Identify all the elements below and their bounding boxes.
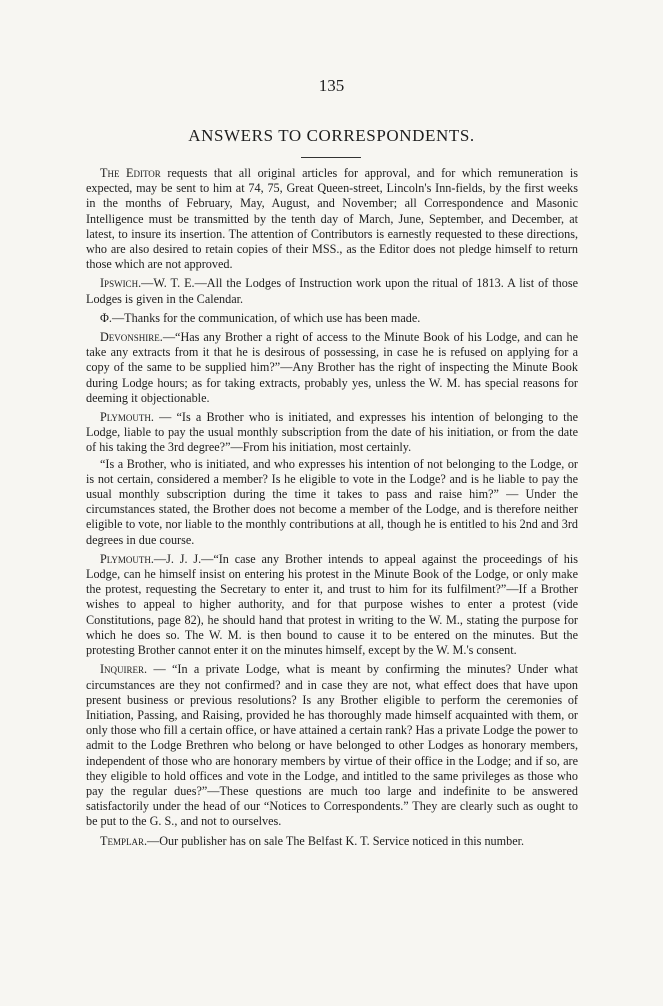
paragraph-inquirer: [86, 662, 578, 829]
paragraph-text: — “Is a Brother who is initiated, and expresses his intention of belonging to the Lodge, liable to pay the usual monthly subscription from the date of his initiation, or from the date of his taking the 3rd degree?”—From his initiation, most certainly.: [86, 410, 578, 455]
paragraph-text: — “In a private Lodge, what is meant by confirming the minutes? Under what circumstances are they not confirmed? and in case they are not, what effect does that have upon present business or previous resolutions? Is any Brother eligible to perform the ceremonies of Initiation, Passing, and Raising, provided he has thoroughly made himself acquainted with them, or only those who fill a certain office, or have attained a certain rank? Has a private Lodge the power to admit to the Lodge Brethren who belong or have belonged to other Lodges as honorary members, independent of those who are honorary members by virtue of their office in the Lodge; and if so, are they eligible to hold offices and vote in the Lodge, and intitled to the same privileges as those who pay the regular dues?”—These questions are much too large and indefinite to be answered satisfactorily under the head of our “Notices to Correspondents.” They are clearly such as ought to be put to the G. S., and not to ourselves.: [86, 662, 578, 829]
paragraph-lead: Inquirer.: [100, 662, 148, 677]
paragraph-text: —Our publisher has on sale The Belfast K. T. Service noticed in this number.: [147, 833, 525, 848]
paragraph-plymouth-1-continued: [86, 457, 578, 548]
paragraph-lead: Devonshire.: [100, 330, 163, 345]
page-title: ANSWERS TO CORRESPONDENTS.: [188, 126, 475, 145]
paragraph-ipswich: [86, 276, 578, 306]
paragraph-phi: [86, 311, 578, 326]
paragraph-lead: Plymouth.: [100, 551, 154, 566]
paragraph-lead: The Editor: [100, 166, 161, 180]
paragraph-lead: Φ.: [100, 310, 112, 325]
paragraph-text: —“Has any Brother a right of access to the Minute Book of his Lodge, and can he take any extracts from it that he is desirous of possessing, in case he is refused on applying for a copy of the same to be supplied him?”—Any Brother has the right of inspecting the Minute Book during Lodge hours; as for taking extracts, probably yes, unless the W. M. has special reasons for deeming it objectionable.: [86, 330, 578, 405]
paragraph-lead: Ipswich.: [100, 276, 142, 291]
paragraph-lead: Plymouth.: [100, 410, 154, 425]
paragraph-text: —Thanks for the communication, of which use has been made.: [111, 310, 421, 325]
paragraph-text: —W. T. E.—All the Lodges of Instruction work upon the ritual of 1813. A list of those Lodges is given in the Calendar.: [86, 276, 578, 306]
paragraph-text: requests that all original articles for approval, and for which remuneration is expected, may be sent to him at 74, 75, Great Queen-street, Lincoln's Inn-fields, by the first weeks in the months of February, May, August, and November; all Correspondence and Masonic Intelligence must be transmitted by the tenth day of March, June, September, and December, at latest, to insure its insertion. The attention of Contributors is earnestly requested to these directions, who are also desired to retain copies of their MSS., as the Editor does not pledge himself to return those which are not approved.: [86, 166, 578, 272]
article-body: [86, 166, 578, 853]
paragraph-plymouth-1: [86, 410, 578, 456]
paragraph-devonshire: [86, 330, 578, 406]
paragraph-text: —J. J. J.—“In case any Brother intends to appeal against the proceedings of his Lodge, can he himself insist on entering his protest in the Minute Book of the Lodge, or only make the protest, requesting the Secretary to enter it, and trust to him for its fulfilment?”—If a Brother wishes to appeal to higher authority, and for that purpose wishes to enter a protest (vide Constitutions, page 82), he should hand that protest in writing to the W. M., stating the purpose for which he does so. The W. M. is then bound to cause it to be entered on the minutes. But the protesting Brother cannot enter it on the minutes himself, except by the W. M.'s consent.: [86, 551, 578, 658]
paragraph-templar: [86, 834, 578, 849]
paragraph-lead: Templar.: [100, 833, 147, 848]
paragraph-editor-notice: [86, 166, 578, 272]
paragraph-text: “Is a Brother, who is initiated, and who expresses his intention of not belonging to the Lodge, or is not certain, considered a member? Is he eligible to vote in the Lodge? and is he liable to pay the usual monthly subscription during the time it takes to pass and raise him?” — Under the circumstances stated, the Brother does not become a member of the Lodge, and is therefore neither eligible to vote, nor liable to the monthly contributions at all, though he is entitled to his 2nd and 3rd degrees in due course.: [86, 456, 578, 547]
page-number: 135: [318, 76, 345, 95]
paragraph-plymouth-2: [86, 552, 578, 658]
title-rule: [301, 157, 361, 158]
